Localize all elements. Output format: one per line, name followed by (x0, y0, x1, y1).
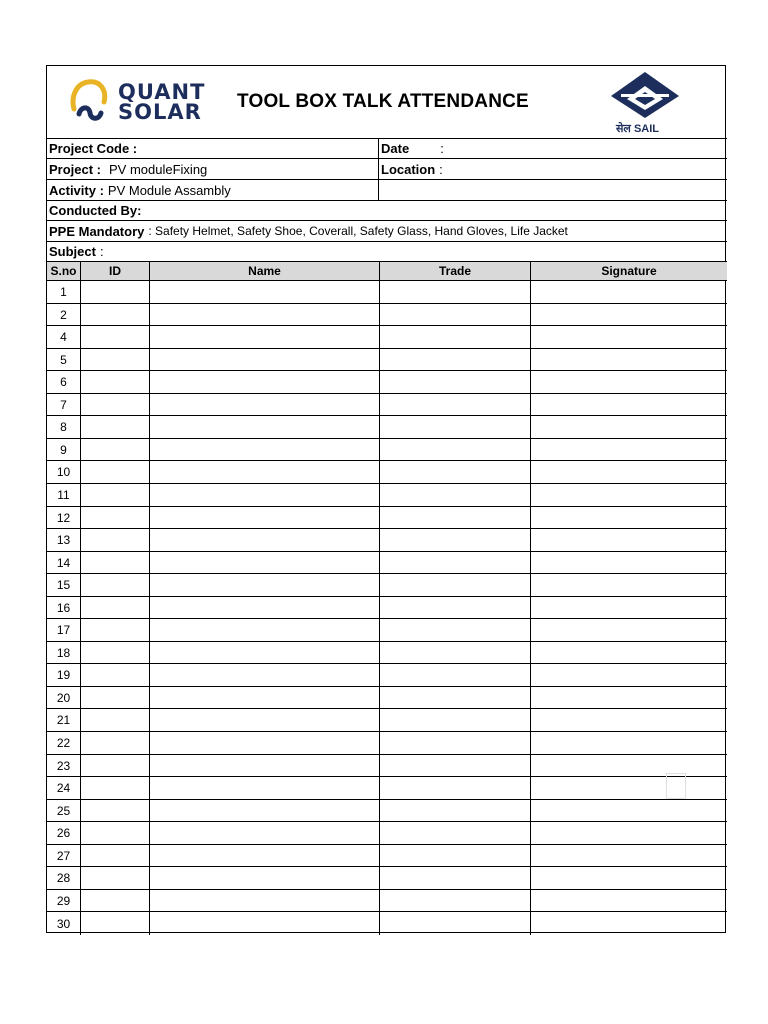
cell-trade[interactable] (379, 732, 530, 754)
cell-sno: 22 (56, 736, 71, 750)
date-colon: : (440, 141, 444, 156)
cell-sno: 23 (56, 758, 71, 773)
cell-trade[interactable] (379, 777, 530, 799)
ppe-row (47, 221, 727, 242)
cell-trade[interactable] (379, 461, 530, 483)
subject-colon: : (99, 244, 104, 259)
ppe-cell (47, 221, 727, 241)
cell-name[interactable] (149, 664, 379, 686)
table-row (47, 484, 727, 507)
cell-trade[interactable] (379, 529, 530, 551)
project-code-label: Project Code : (49, 141, 138, 156)
sheet-header (47, 66, 727, 139)
cell-id[interactable] (80, 552, 149, 573)
cell-signature[interactable] (530, 529, 727, 551)
cell-sno: 24 (56, 781, 71, 795)
cell-name[interactable] (149, 709, 379, 731)
cell-id[interactable] (80, 394, 149, 415)
cell-sno: 30 (56, 916, 71, 931)
cell-signature[interactable] (530, 687, 727, 708)
cell-trade[interactable] (379, 890, 530, 911)
table-row (47, 664, 727, 687)
cell-trade[interactable] (379, 597, 530, 618)
table-row (47, 777, 727, 800)
cell-signature[interactable] (530, 304, 727, 325)
location-label: Location (381, 161, 436, 177)
cell-trade[interactable] (379, 642, 530, 663)
sail-logo (607, 70, 683, 134)
cell-signature[interactable] (530, 484, 727, 506)
cell-id[interactable] (80, 890, 149, 911)
subject-row (47, 242, 727, 262)
cell-signature[interactable] (530, 732, 727, 754)
cell-trade[interactable] (379, 304, 530, 325)
project-code-row (47, 139, 727, 159)
table-row (47, 461, 727, 484)
table-row (47, 574, 727, 597)
table-header-row (47, 262, 727, 281)
column-header-sno: S.no (47, 262, 80, 280)
table-row (47, 687, 727, 709)
cell-id[interactable] (80, 755, 149, 776)
subject-label: Subject (49, 244, 96, 259)
activity-value: PV Module Assambly (107, 182, 231, 198)
cell-trade[interactable] (379, 394, 530, 415)
cell-id[interactable] (80, 664, 149, 686)
cell-sno: 27 (56, 848, 71, 863)
column-header-trade: Trade (379, 262, 530, 280)
cell-id[interactable] (80, 822, 149, 844)
cell-name[interactable] (149, 394, 379, 415)
cell-signature[interactable] (530, 394, 727, 415)
subject-cell (47, 242, 727, 261)
cell-signature[interactable] (530, 461, 727, 483)
cell-sno: 12 (56, 510, 71, 525)
cell-sno: 5 (60, 352, 67, 367)
cell-name[interactable] (149, 777, 379, 799)
cell-name[interactable] (149, 755, 379, 776)
cell-id[interactable] (80, 574, 149, 596)
table-row (47, 755, 727, 777)
cell-name[interactable] (149, 281, 379, 303)
table-row (47, 529, 727, 552)
cell-name[interactable] (149, 349, 379, 370)
cell-signature[interactable] (530, 912, 727, 935)
conducted-by-row (47, 201, 727, 221)
cell-signature[interactable] (530, 349, 727, 370)
cell-name[interactable] (149, 597, 379, 618)
cell-name[interactable] (149, 416, 379, 438)
cell-sno: 21 (56, 713, 71, 727)
cell-signature[interactable] (530, 890, 727, 911)
cell-trade[interactable] (379, 281, 530, 303)
cell-trade[interactable] (379, 439, 530, 460)
table-row (47, 371, 727, 394)
cell-sno: 11 (57, 488, 70, 502)
project-row (47, 159, 727, 180)
cell-name[interactable] (149, 912, 379, 935)
cell-name[interactable] (149, 642, 379, 663)
table-row (47, 619, 727, 642)
cell-id[interactable] (80, 800, 149, 821)
table-row (47, 732, 727, 755)
table-row (47, 709, 727, 732)
cell-name[interactable] (149, 822, 379, 844)
cell-sno: 16 (56, 600, 71, 615)
table-row (47, 394, 727, 416)
cell-id[interactable] (80, 912, 149, 935)
cell-id[interactable] (80, 709, 149, 731)
cell-trade[interactable] (379, 755, 530, 776)
cell-signature[interactable] (530, 574, 727, 596)
cell-sno: 25 (56, 803, 71, 818)
table-row (47, 281, 727, 304)
project-cell (47, 159, 378, 179)
project-label: Project : (49, 161, 102, 177)
sail-emblem-icon (607, 70, 683, 120)
cell-signature[interactable] (530, 777, 727, 799)
page-title: TOOL BOX TALK ATTENDANCE (237, 91, 529, 112)
table-row (47, 326, 727, 349)
column-header-name: Name (149, 262, 379, 280)
cell-signature[interactable] (530, 439, 727, 460)
cell-sno: 10 (56, 465, 71, 479)
cell-sno: 28 (56, 871, 71, 885)
cell-id[interactable] (80, 529, 149, 551)
cell-trade[interactable] (379, 484, 530, 506)
sail-logo-text: सेल SAIL (616, 123, 660, 135)
ppe-value: : Safety Helmet, Safety Shoe, Coverall, Safety Glass, Hand Gloves, Life Jacket (148, 224, 568, 238)
cell-signature[interactable] (530, 619, 727, 641)
cell-trade[interactable] (379, 822, 530, 844)
cell-sno: 19 (56, 668, 71, 682)
cell-signature[interactable] (530, 642, 727, 663)
cell-sno: 1 (60, 285, 67, 299)
cell-name[interactable] (149, 529, 379, 551)
cell-name[interactable] (149, 574, 379, 596)
cell-id[interactable] (80, 687, 149, 708)
cell-id[interactable] (80, 619, 149, 641)
cell-id[interactable] (80, 507, 149, 528)
cell-name[interactable] (149, 371, 379, 393)
cell-sno: 17 (56, 623, 71, 637)
date-cell (378, 139, 727, 158)
cell-sno: 2 (60, 307, 67, 322)
table-row (47, 822, 727, 845)
cell-name[interactable] (149, 845, 379, 866)
cell-trade[interactable] (379, 867, 530, 889)
cell-id[interactable] (80, 326, 149, 348)
column-header-id: ID (80, 262, 149, 280)
cell-name[interactable] (149, 461, 379, 483)
cell-signature[interactable] (530, 845, 727, 866)
cell-trade[interactable] (379, 326, 530, 348)
activity-cell (47, 180, 378, 200)
cell-id[interactable] (80, 597, 149, 618)
cell-id[interactable] (80, 349, 149, 370)
table-row (47, 349, 727, 371)
cell-sno: 14 (56, 555, 71, 570)
cell-sno: 6 (60, 375, 67, 389)
logo-word-1: QUANT (118, 80, 206, 104)
ppe-label: PPE Mandatory (49, 223, 145, 239)
cell-trade[interactable] (379, 709, 530, 731)
cell-id[interactable] (80, 484, 149, 506)
cell-sno: 29 (56, 893, 71, 908)
location-colon: : (439, 161, 443, 177)
cell-signature[interactable] (530, 664, 727, 686)
cell-sno: 15 (56, 578, 71, 592)
location-cell (378, 159, 727, 179)
cell-name[interactable] (149, 439, 379, 460)
cell-sno: 4 (60, 330, 67, 344)
cell-name[interactable] (149, 552, 379, 573)
quant-solar-mark-icon (69, 76, 117, 126)
cell-trade[interactable] (379, 800, 530, 821)
table-row (47, 845, 727, 867)
cell-trade[interactable] (379, 552, 530, 573)
cell-id[interactable] (80, 777, 149, 799)
cell-name[interactable] (149, 484, 379, 506)
cell-signature[interactable] (530, 709, 727, 731)
project-value: PV moduleFixing (109, 161, 208, 177)
cell-signature[interactable] (530, 822, 727, 844)
cell-signature[interactable] (530, 867, 727, 889)
table-row (47, 439, 727, 461)
cell-sno: 13 (56, 533, 71, 547)
cell-name[interactable] (149, 326, 379, 348)
table-row (47, 416, 727, 439)
conducted-by-label: Conducted By: (49, 203, 142, 218)
table-row (47, 552, 727, 574)
cell-id[interactable] (80, 461, 149, 483)
cell-name[interactable] (149, 867, 379, 889)
cell-name[interactable] (149, 800, 379, 821)
table-row (47, 597, 727, 619)
cell-id[interactable] (80, 371, 149, 393)
cell-trade[interactable] (379, 845, 530, 866)
table-row (47, 507, 727, 529)
cell-trade[interactable] (379, 416, 530, 438)
cell-sno: 7 (60, 397, 67, 412)
cell-trade[interactable] (379, 371, 530, 393)
cell-signature[interactable] (530, 597, 727, 618)
cell-signature[interactable] (530, 416, 727, 438)
cell-sno: 20 (56, 690, 71, 705)
cell-trade[interactable] (379, 619, 530, 641)
cell-id[interactable] (80, 416, 149, 438)
cell-signature[interactable] (530, 800, 727, 821)
cell-signature[interactable] (530, 326, 727, 348)
quant-solar-logo (69, 76, 206, 126)
cell-id[interactable] (80, 845, 149, 866)
table-row (47, 890, 727, 912)
cell-id[interactable] (80, 304, 149, 325)
cell-name[interactable] (149, 890, 379, 911)
blank-cell (378, 180, 727, 200)
cell-trade[interactable] (379, 687, 530, 708)
cell-signature[interactable] (530, 507, 727, 528)
cell-name[interactable] (149, 619, 379, 641)
cell-trade[interactable] (379, 664, 530, 686)
column-header-signature: Signature (530, 262, 727, 280)
table-row (47, 642, 727, 664)
cell-signature[interactable] (530, 755, 727, 776)
cell-id[interactable] (80, 732, 149, 754)
table-row (47, 912, 727, 935)
cell-name[interactable] (149, 732, 379, 754)
cell-trade[interactable] (379, 507, 530, 528)
cell-sno: 26 (56, 826, 71, 840)
cell-signature[interactable] (530, 281, 727, 303)
cell-name[interactable] (149, 304, 379, 325)
cell-id[interactable] (80, 642, 149, 663)
cell-id[interactable] (80, 867, 149, 889)
logo-word-2: SOLAR (118, 100, 202, 124)
cell-id[interactable] (80, 439, 149, 460)
cell-trade[interactable] (379, 574, 530, 596)
activity-row (47, 180, 727, 201)
cell-trade[interactable] (379, 349, 530, 370)
cell-signature[interactable] (530, 371, 727, 393)
cell-signature[interactable] (530, 552, 727, 573)
table-row (47, 867, 727, 890)
table-row (47, 304, 727, 326)
faint-mark (666, 773, 686, 799)
activity-label: Activity : (49, 182, 104, 198)
cell-trade[interactable] (379, 912, 530, 935)
cell-name[interactable] (149, 687, 379, 708)
cell-sno: 9 (60, 442, 67, 457)
cell-id[interactable] (80, 281, 149, 303)
cell-sno: 8 (60, 420, 67, 434)
cell-name[interactable] (149, 507, 379, 528)
date-label: Date (381, 141, 410, 156)
attendance-sheet (46, 65, 726, 933)
table-row (47, 800, 727, 822)
cell-sno: 18 (56, 645, 71, 660)
